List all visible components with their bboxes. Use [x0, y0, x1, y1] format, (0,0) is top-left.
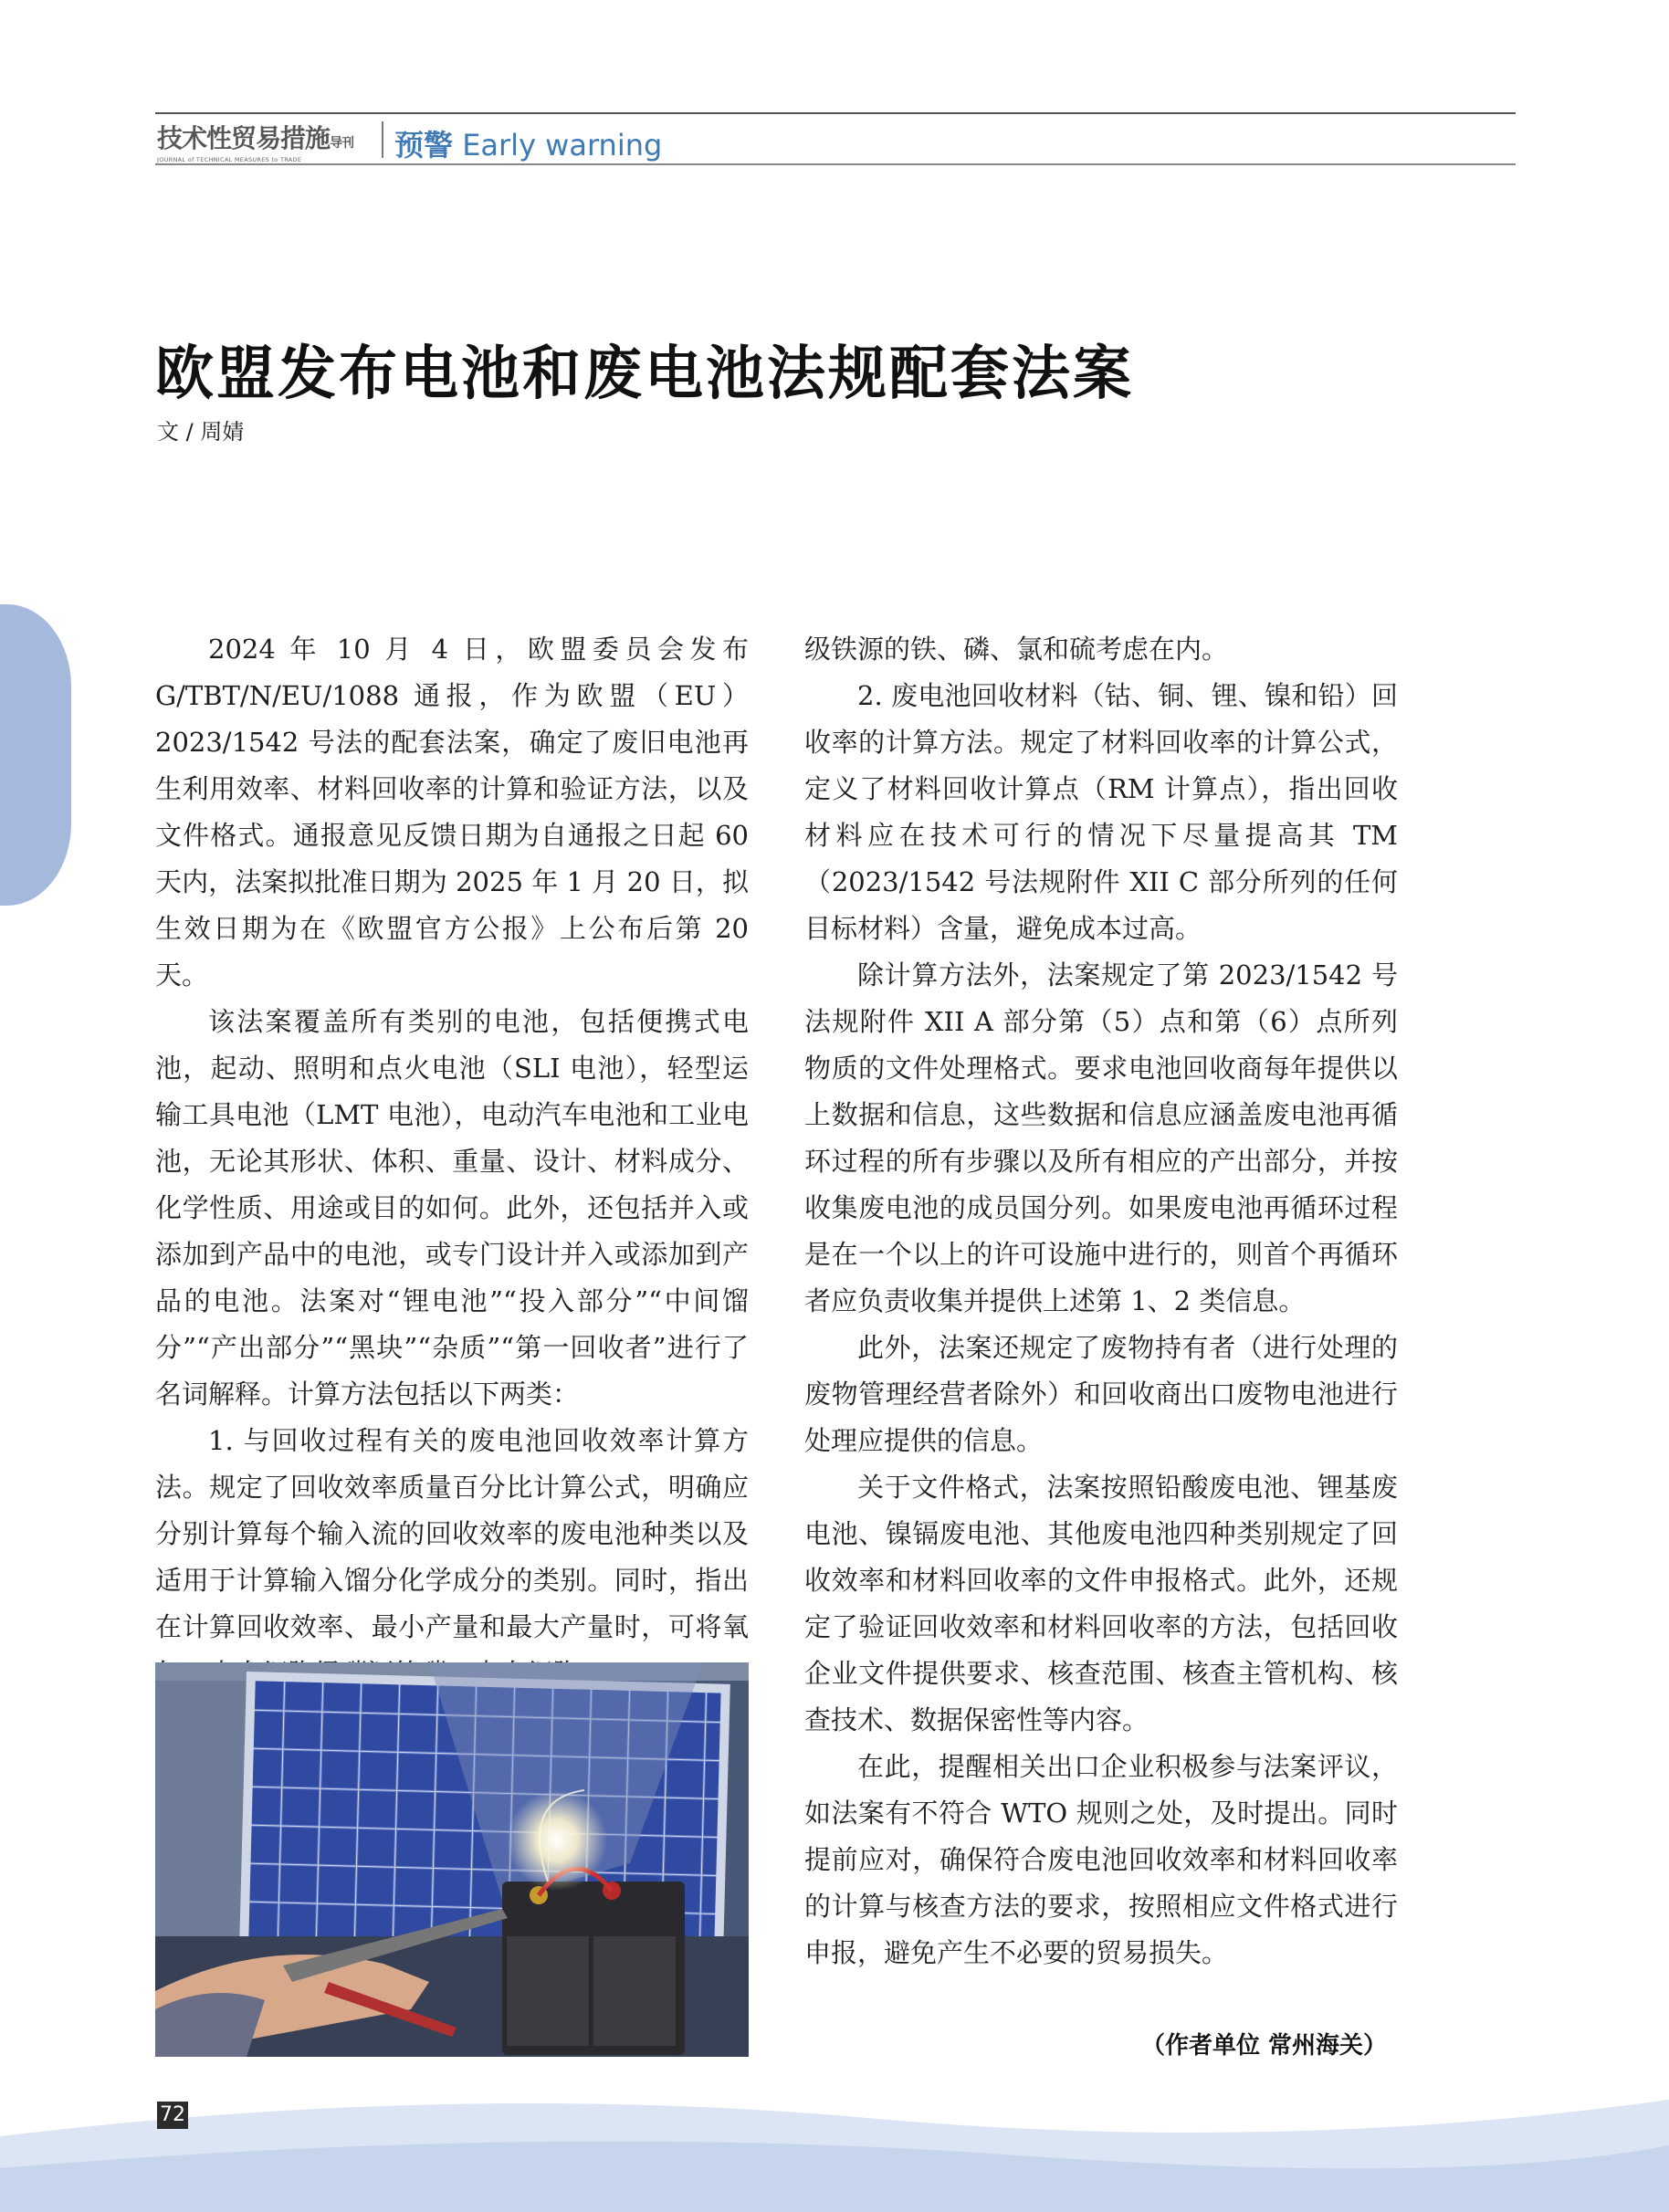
paragraph: 此外，法案还规定了废物持有者（进行处理的废物管理经营者除外）和回收商出口废物电池进行处理应提供的信息。	[804, 1332, 1398, 1456]
journal-name-en: JOURNAL of TECHNICAL MEASURES to TRADE	[157, 156, 302, 163]
paragraph: 级铁源的铁、磷、氯和硫考虑在内。	[804, 634, 1229, 665]
article-column-left	[155, 626, 749, 1697]
article-column-right	[804, 626, 1398, 1976]
header-divider	[382, 121, 383, 158]
article-byline: 文 / 周婧	[157, 419, 245, 445]
journal-badge: 导刊	[330, 136, 354, 151]
paragraph: 1. 与回收过程有关的废电池回收效率计算方法。规定了回收效率质量百分比计算公式，明确应分别计算每个输入流的回收效率的废电池种类以及适用于计算输入馏分化学成分的类别。同时，指出在计算回收效率、最小产量和最大产量时，可将氧	[155, 1425, 749, 1642]
author-affiliation: （作者单位 常州海关）	[1141, 2032, 1388, 2060]
solar-panel-battery-photo	[155, 1662, 749, 2057]
paragraph: 除计算方法外，法案规定了第 2023/1542 号法规附件 XII A 部分第（5）点和第（6）点所列物质的文件处理格式。要求电池回收商每年提供以上数据和信息，这些数据和信息应涵盖废电池再循环过程的所有步骤以及所有相应的产出部分，并按收集废电池的成员国分列。如果废电池再循环过程是在一个以上的许可设施中进行的，则首个再循环者应负责收集并提供上述第 1、2 类信息。	[804, 959, 1398, 1316]
header-rule-top	[155, 112, 1516, 114]
journal-logo	[157, 119, 376, 163]
article-title: 欧盟发布电池和废电池法规配套法案	[155, 341, 1134, 408]
side-category-tab	[0, 604, 71, 906]
section-label-cn: 预警	[394, 128, 454, 162]
journal-name-cn: 技术性贸易措施导刊	[157, 123, 354, 153]
footer-wave	[0, 2081, 1669, 2212]
paragraph: 该法案覆盖所有类别的电池，包括便携式电池，起动、照明和点火电池（SLI 电池），轻型运输工具电池（LMT 电池），电动汽车电池和工业电池，无论其形状、体积、重量、设计、材料成分、化学性质、用途或目的如何。此外，还包括并入或添加到产品中的电池，或专门设计并入或添加到产品的电池。法案对“锂电池”“投入部分”“中间馏分”“产出部分”“黑块”“杂质”“第一回收者”进行了名词解释。计算方法包括以下两类：	[155, 1006, 749, 1410]
paragraph: 2. 废电池回收材料（钴、铜、锂、镍和铅）回收率的计算方法。规定了材料回收率的计算公式，定义了材料回收计算点（RM 计算点），指出回收材料应在技术可行的情况下尽量提高其 TM（2023/1542 号法规附件 XII C 部分所列的任何目标材料）含量，避免成本过高。	[804, 680, 1398, 944]
paragraph: 关于文件格式，法案按照铅酸废电池、锂基废电池、镍镉废电池、其他废电池四种类别规定了回收效率和材料回收率的文件申报格式。此外，还规定了验证回收效率和材料回收率的方法，包括回收企业文件提供要求、核查范围、核查主管机构、核查技术、数据保密性等内容。	[804, 1472, 1398, 1735]
section-label-en: Early warning	[462, 128, 663, 162]
paragraph: 在此，提醒相关出口企业积极参与法案评议，如法案有不符合 WTO 规则之处，及时提出。同时提前应对，确保符合废电池回收效率和材料回收率的计算与核查方法的要求，按照相应文件格式进行申报，避免产生不必要的贸易损失。	[804, 1751, 1398, 1968]
section-label	[394, 122, 662, 164]
page-number: 72	[157, 2102, 188, 2129]
header-rule-bottom	[155, 163, 1516, 165]
paragraph: 2024 年 10 月 4 日，欧盟委员会发布 G/TBT/N/EU/1088 通报，作为欧盟（EU）2023/1542 号法的配套法案，确定了废旧电池再生利用效率、材料回收率的计算和验证方法，以及文件格式。通报意见反馈日期为自通报之日起 60 天内，法案拟批准日期为 2025 年 1 月 20 日，拟生效日期为在《欧盟官方公报》上公布后第 20 天。	[155, 634, 749, 991]
